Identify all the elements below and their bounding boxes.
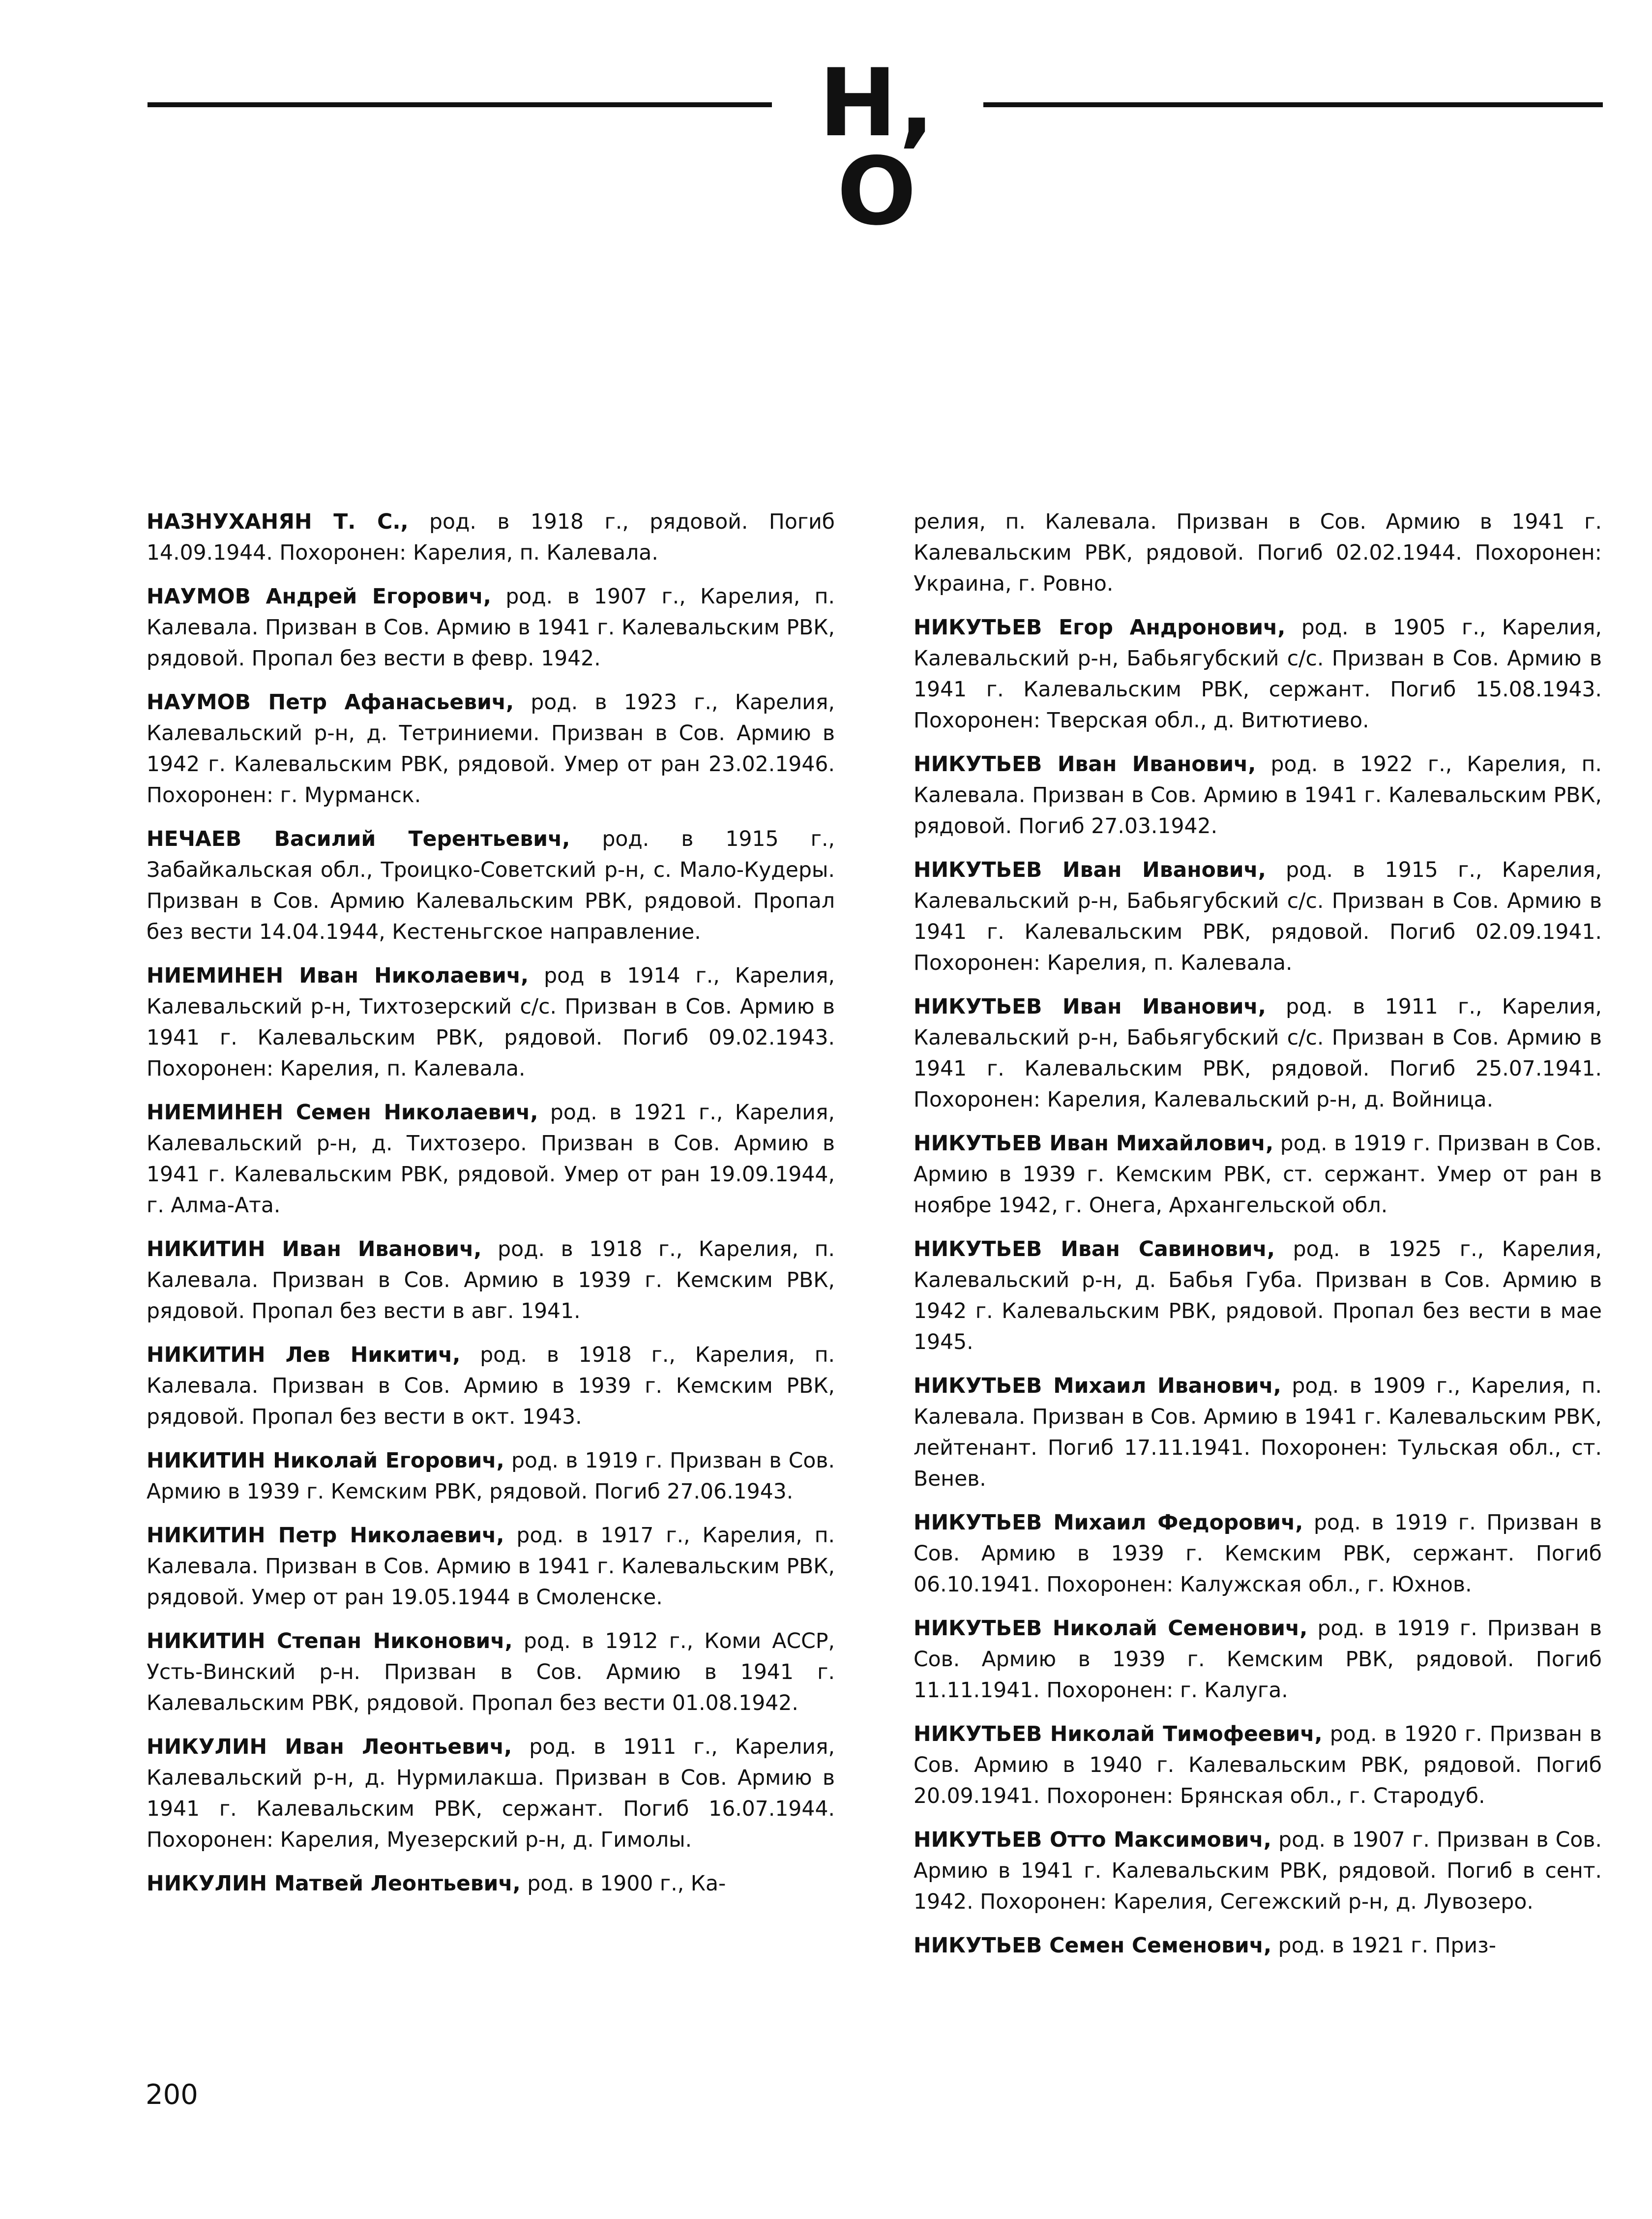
- register-entry: [147, 1732, 835, 1856]
- register-entry: [914, 1234, 1602, 1358]
- entry-name: НИКУТЬЕВ Иван Михайлович,: [914, 1132, 1274, 1156]
- register-entry: [914, 1825, 1602, 1918]
- register-entry: [147, 1626, 835, 1719]
- entry-text: род. в 1907 г. Призван в Сов. Армию в 1941 г. Калевальским РВК, рядовой. Погиб в сент. 1942. Похоронен: Карелия, Сегежский р-н, д. Лувозеро.: [914, 1828, 1602, 1914]
- register-entry: [914, 855, 1602, 979]
- entry-text: род. в 1917 г., Карелия, п. Калевала. Призван в Сов. Армию в 1941 г. Калевальским РВК, рядовой. Умер от ран 19.05.1944 в Смоленске.: [147, 1524, 835, 1610]
- register-entry: [147, 581, 835, 674]
- register-entry: [147, 1868, 835, 1899]
- entry-name: НАУМОВ Андрей Егорович,: [147, 585, 491, 609]
- entry-name: НИКУТЬЕВ Иван Иванович,: [914, 995, 1266, 1019]
- entry-text: род. в 1923 г., Карелия, Калевальский р-н, д. Тетриниеми. Призван в Сов. Армию в 1942 г. Калевальским РВК, рядовой. Умер от ран 23.02.1946. Похоронен: г. Мурманск.: [147, 690, 835, 808]
- entry-text: релия, п. Калевала. Призван в Сов. Армию в 1941 г. Калевальским РВК, рядовой. Погиб 02.02.1944. Похоронен: Украина, г. Ровно.: [914, 510, 1602, 596]
- register-entry: [147, 824, 835, 948]
- entry-text: род. в 1915 г., Забайкальская обл., Троицко-Советский р-н, с. Мало-Кудеры. Призван в Сов. Армию Калевальским РВК, рядовой. Пропал без вести 14.04.1944, Кестеньгское направление.: [147, 827, 835, 944]
- entry-text: род. в 1919 г. Призван в Сов. Армию в 1939 г. Кемским РВК, сержант. Погиб 06.10.1941. Похоронен: Калужская обл., г. Юхнов.: [914, 1511, 1602, 1597]
- register-entry: [914, 612, 1602, 736]
- header-rule-right: [983, 102, 1603, 107]
- entry-text: род. в 1918 г., Карелия, п. Калевала. Призван в Сов. Армию в 1939 г. Кемским РВК, рядовой. Пропал без вести в окт. 1943.: [147, 1343, 835, 1429]
- entry-text: род. в 1905 г., Карелия, Калевальский р-н, Бабьягубский с/с. Призван в Сов. Армию в 1941 г. Калевальским РВК, сержант. Погиб 15.08.1943. Похоронен: Тверская обл., д. Витютиево.: [914, 616, 1602, 733]
- entry-text: род. в 1919 г. Призван в Сов. Армию в 1939 г. Кемским РВК, рядовой. Погиб 11.11.1941. Похоронен: г. Калуга.: [914, 1617, 1602, 1703]
- register-entry: [914, 1930, 1602, 1961]
- entry-name: НАУМОВ Петр Афанасьевич,: [147, 690, 514, 715]
- register-entry: [914, 1371, 1602, 1495]
- register-entry: [147, 687, 835, 811]
- entry-text: род. в 1925 г., Карелия, Калевальский р-н, д. Бабья Губа. Призван в Сов. Армию в 1942 г. Калевальским РВК, рядовой. Пропал без вести в мае 1945.: [914, 1237, 1602, 1354]
- entry-name: НИКУЛИН Матвей Леонтьевич,: [147, 1872, 521, 1896]
- entry-name: НИКУЛИН Иван Леонтьевич,: [147, 1735, 512, 1759]
- entry-name: НЕЧАЕВ Василий Терентьевич,: [147, 827, 570, 851]
- entry-text: род. в 1907 г., Карелия, п. Калевала. Призван в Сов. Армию в 1941 г. Калевальским РВК, рядовой. Пропал без вести в февр. 1942.: [147, 585, 835, 671]
- register-entry: [147, 1340, 835, 1433]
- entry-name: НИКИТИН Лев Никитич,: [147, 1343, 461, 1367]
- entry-name: НАЗНУХАНЯН Т. С.,: [147, 510, 409, 534]
- entry-name: НИКУТЬЕВ Николай Семенович,: [914, 1617, 1308, 1641]
- left-column: [147, 507, 835, 1912]
- entry-name: НИКУТЬЕВ Иван Иванович,: [914, 752, 1256, 777]
- entry-name: НИЕМИНЕН Семен Николаевич,: [147, 1101, 538, 1125]
- right-column: [914, 507, 1602, 1974]
- register-entry: [914, 1507, 1602, 1600]
- page-number: 200: [146, 2079, 198, 2111]
- entry-name: НИКИТИН Николай Егорович,: [147, 1449, 504, 1473]
- entry-text: род. в 1900 г., Ка-: [520, 1872, 726, 1896]
- entry-name: НИКУТЬЕВ Михаил Федорович,: [914, 1511, 1303, 1535]
- register-entry: [147, 507, 835, 569]
- entry-text: род. в 1911 г., Карелия, Калевальский р-н, д. Нурмилакша. Призван в Сов. Армию в 1941 г. Калевальским РВК, сержант. Погиб 16.07.1944. Похоронен: Карелия, Муезерский р-н, д. Гимолы.: [147, 1735, 835, 1852]
- entry-name: НИКУТЬЕВ Иван Савинович,: [914, 1237, 1275, 1261]
- entry-text: род. в 1921 г., Карелия, Калевальский р-н, д. Тихтозеро. Призван в Сов. Армию в 1941 г. Калевальским РВК, рядовой. Умер от ран 19.09.1944, г. Алма-Ата.: [147, 1101, 835, 1218]
- section-letters: Н, О: [819, 49, 937, 246]
- entry-name: НИКИТИН Петр Николаевич,: [147, 1524, 504, 1548]
- entry-name: НИКИТИН Иван Иванович,: [147, 1237, 482, 1261]
- entry-text: род. в 1918 г., рядовой. Погиб 14.09.1944. Похоронен: Карелия, п. Калевала.: [147, 510, 835, 565]
- entry-text: род. в 1919 г. Призван в Сов. Армию в 1939 г. Кемским РВК, рядовой. Погиб 27.06.1943.: [147, 1449, 835, 1504]
- entry-text: род. в 1909 г., Карелия, п. Калевала. Призван в Сов. Армию в 1941 г. Калевальским РВК, лейтенант. Погиб 17.11.1941. Похоронен: Тульская обл., ст. Венев.: [914, 1374, 1602, 1491]
- register-entry: [147, 1097, 835, 1221]
- entry-text: род в 1914 г., Карелия, Калевальский р-н, Тихтозерский с/с. Призван в Сов. Армию в 1941 г. Калевальским РВК, рядовой. Погиб 09.02.1943. Похоронен: Карелия, п. Калевала.: [147, 964, 835, 1081]
- entry-text: род. в 1921 г. Приз-: [1271, 1934, 1497, 1958]
- entry-name: НИКУТЬЕВ Семен Семенович,: [914, 1934, 1272, 1958]
- entry-text: род. в 1912 г., Коми АССР, Усть-Винский р-н. Призван в Сов. Армию в 1941 г. Калевальским РВК, рядовой. Пропал без вести 01.08.1942.: [147, 1629, 835, 1715]
- entry-name: НИКУТЬЕВ Иван Иванович,: [914, 858, 1266, 882]
- register-entry: [914, 1613, 1602, 1706]
- register-entry: [914, 1128, 1602, 1221]
- entry-text: род. в 1920 г. Призван в Сов. Армию в 1940 г. Калевальским РВК, рядовой. Погиб 20.09.1941. Похоронен: Брянская обл., г. Стародуб.: [914, 1722, 1602, 1808]
- entry-name: НИЕМИНЕН Иван Николаевич,: [147, 964, 529, 988]
- register-entry: [914, 749, 1602, 842]
- entry-name: НИКИТИН Степан Никонович,: [147, 1629, 513, 1653]
- entry-name: НИКУТЬЕВ Михаил Иванович,: [914, 1374, 1281, 1398]
- register-entry: [914, 991, 1602, 1115]
- entry-text: род. в 1922 г., Карелия, п. Калевала. Призван в Сов. Армию в 1941 г. Калевальским РВК, рядовой. Погиб 27.03.1942.: [914, 752, 1602, 839]
- section-header: [148, 49, 1603, 246]
- entry-name: НИКУТЬЕВ Егор Андронович,: [914, 616, 1286, 640]
- register-entry: [147, 1520, 835, 1613]
- entry-text: род. в 1911 г., Карелия, Калевальский р-н, Бабьягубский с/с. Призван в Сов. Армию в 1941 г. Калевальским РВК, рядовой. Погиб 25.07.1941. Похоронен: Карелия, Калевальский р-н, д. Войница.: [914, 995, 1602, 1112]
- entry-text: род. в 1919 г. Призван в Сов. Армию в 1939 г. Кемским РВК, ст. сержант. Умер от ран в ноябре 1942, г. Онега, Архангельской обл.: [914, 1132, 1602, 1218]
- entry-text: род. в 1918 г., Карелия, п. Калевала. Призван в Сов. Армию в 1939 г. Кемским РВК, рядовой. Пропал без вести в авг. 1941.: [147, 1237, 835, 1323]
- entry-name: НИКУТЬЕВ Николай Тимофеевич,: [914, 1722, 1323, 1746]
- register-entry: [147, 1445, 835, 1507]
- entry-name: НИКУТЬЕВ Отто Максимович,: [914, 1828, 1271, 1852]
- register-entry-continuation: [914, 507, 1602, 600]
- entry-text: род. в 1915 г., Карелия, Калевальский р-н, Бабьягубский с/с. Призван в Сов. Армию в 1941 г. Калевальским РВК, рядовой. Погиб 02.09.1941. Похоронен: Карелия, п. Калевала.: [914, 858, 1602, 975]
- register-entry: [914, 1719, 1602, 1812]
- register-entry: [147, 1234, 835, 1327]
- header-rule-left: [148, 102, 772, 107]
- register-entry: [147, 960, 835, 1084]
